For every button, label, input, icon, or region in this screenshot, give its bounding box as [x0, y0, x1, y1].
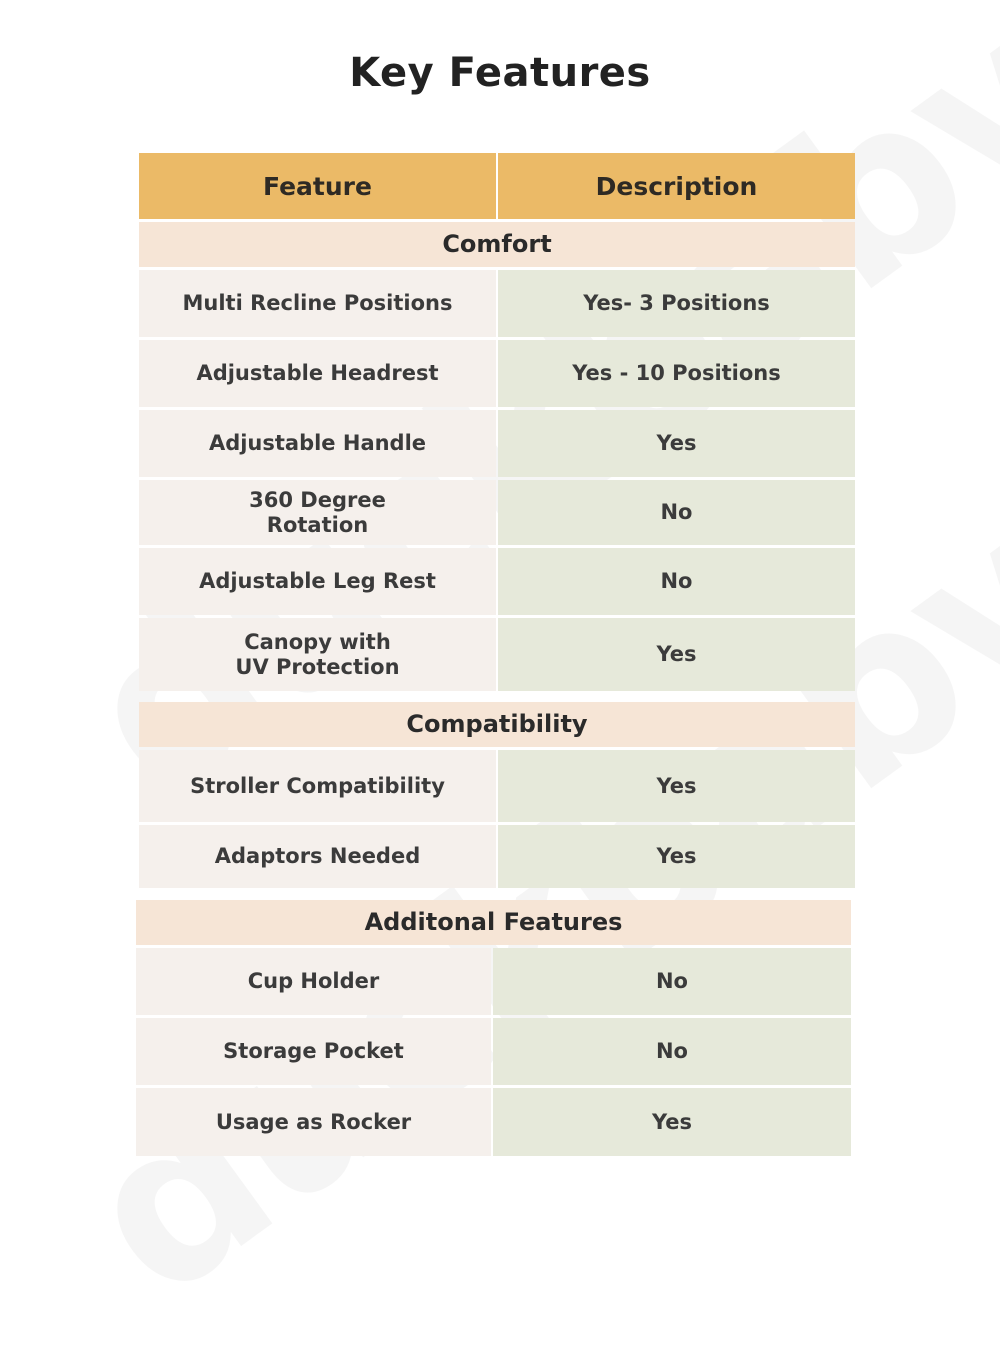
- table-row: [136, 1088, 851, 1156]
- description-cell: Yes: [498, 825, 855, 888]
- feature-cell: Cup Holder: [136, 948, 491, 1015]
- description-cell: No: [498, 548, 855, 615]
- feature-cell: Adjustable Leg Rest: [139, 548, 496, 615]
- description-cell: Yes: [493, 1088, 851, 1156]
- table-row: [139, 410, 855, 477]
- table-row: [139, 750, 855, 822]
- description-cell: Yes: [498, 618, 855, 691]
- description-cell: No: [493, 1018, 851, 1085]
- description-cell: No: [498, 480, 855, 545]
- feature-cell: Stroller Compatibility: [139, 750, 496, 822]
- table-header: [139, 153, 855, 219]
- table-row: [139, 480, 855, 545]
- table-row: [139, 270, 855, 337]
- feature-cell: Adjustable Handle: [139, 410, 496, 477]
- table-row: [136, 948, 851, 1015]
- table-row: [139, 825, 855, 888]
- description-cell: Yes: [498, 750, 855, 822]
- section-title-additional-features: Additonal Features: [136, 900, 851, 945]
- page-title: Key Features: [349, 50, 651, 96]
- feature-cell: 360 Degree Rotation: [139, 480, 496, 545]
- feature-cell: Usage as Rocker: [136, 1088, 491, 1156]
- section-title-compatibility: Compatibility: [139, 702, 855, 747]
- header-feature: Feature: [139, 153, 496, 219]
- description-cell: No: [493, 948, 851, 1015]
- table-row: [139, 618, 855, 691]
- description-cell: Yes: [498, 410, 855, 477]
- feature-cell: Multi Recline Positions: [139, 270, 496, 337]
- feature-cell: Storage Pocket: [136, 1018, 491, 1085]
- feature-cell: Adaptors Needed: [139, 825, 496, 888]
- table-row: [136, 1018, 851, 1085]
- feature-cell: Adjustable Headrest: [139, 340, 496, 407]
- table-row: [139, 548, 855, 615]
- description-cell: Yes - 10 Positions: [498, 340, 855, 407]
- table-row: [139, 340, 855, 407]
- section-title-comfort: Comfort: [139, 222, 855, 267]
- description-cell: Yes- 3 Positions: [498, 270, 855, 337]
- feature-cell: Canopy with UV Protection: [139, 618, 496, 691]
- header-description: Description: [498, 153, 855, 219]
